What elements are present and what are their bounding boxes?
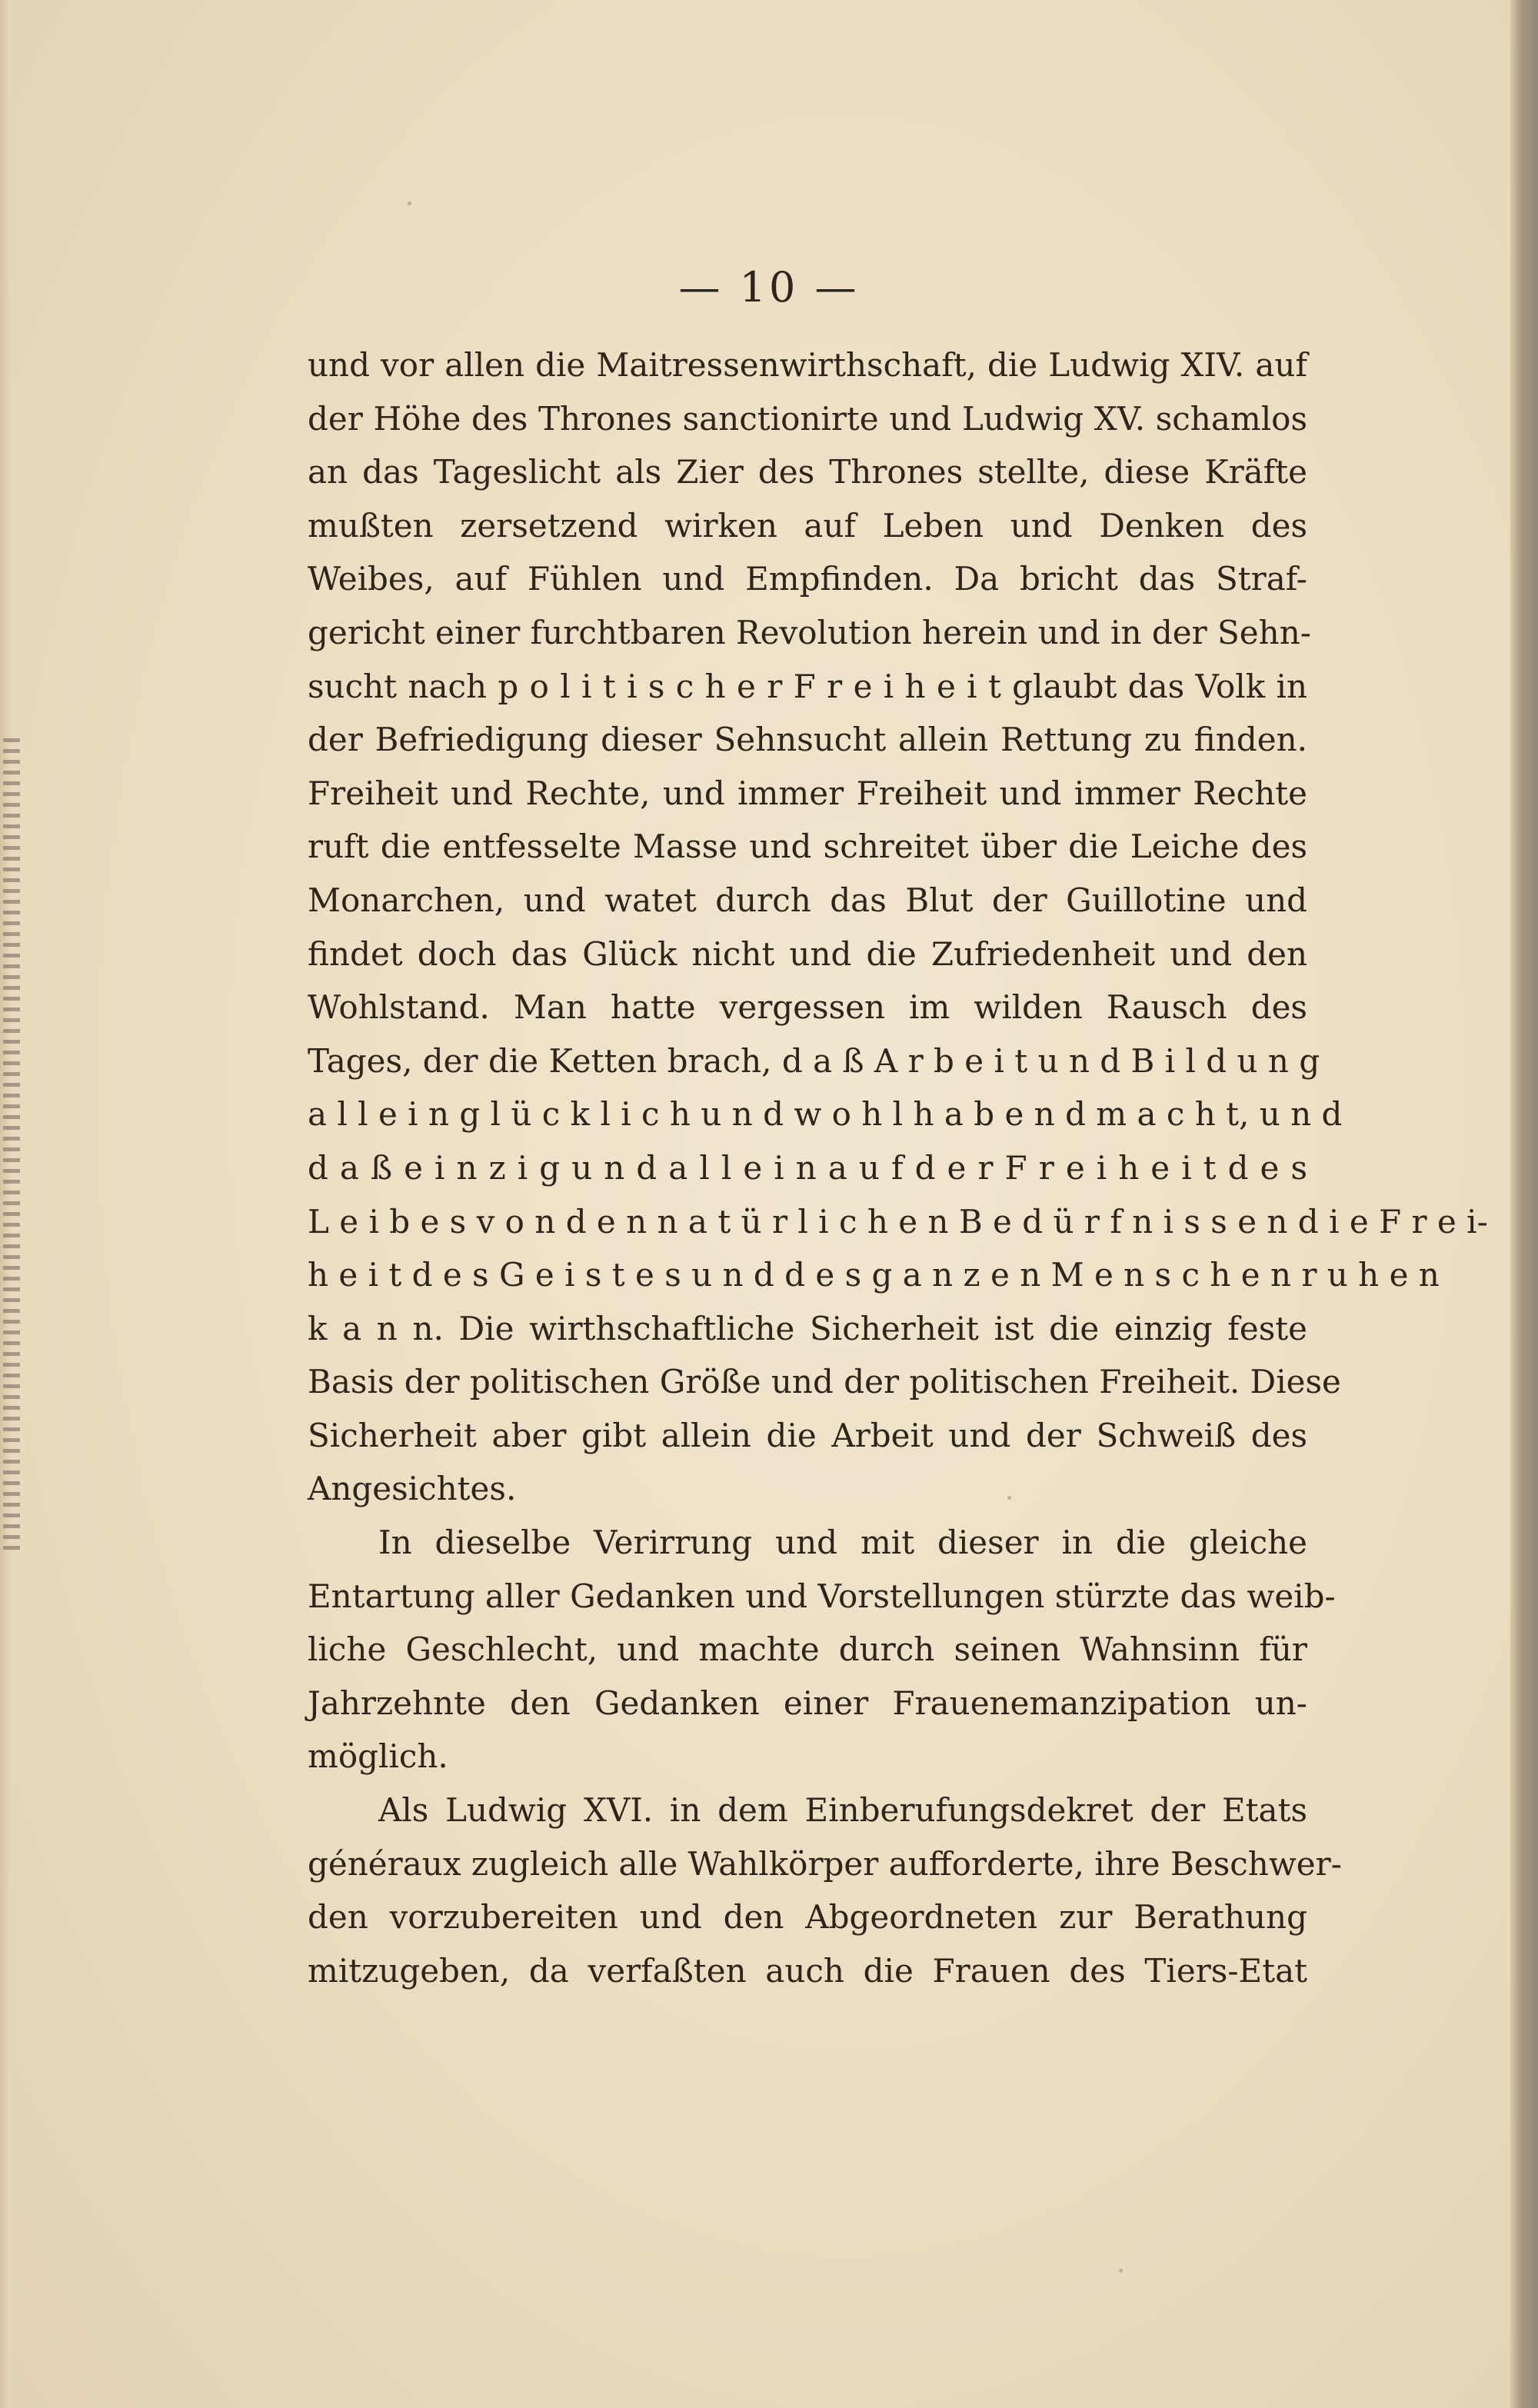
paper-speck [408,201,411,205]
text-line: an das Tageslicht als Zier des Thrones stellte, diese Kräfte [308,453,1307,491]
text-line: Freiheit und Rechte, und immer Freiheit und immer Rechte [308,774,1307,812]
text-line: L e i b e s v o n d e n n a t ü r l i c h e n B e d ü r f n i s s e n d i e F r e i- [308,1202,1488,1241]
text-line: Als Ludwig XVI. in dem Einberufungsdekret der Etats [378,1791,1307,1830]
text-line: h e i t d e s G e i s t e s u n d d e s g a n z e n M e n s c h e n r u h e n [308,1256,1440,1294]
text-line: der Höhe des Thrones sanctionirte und Ludwig XV. schamlos [308,399,1307,438]
text-line: ruft die entfesselte Masse und schreitet über die Leiche des [308,828,1307,866]
text-line: Monarchen, und watet durch das Blut der Guillotine und [308,881,1307,919]
text-line: und vor allen die Maitressenwirthschaft, die Ludwig XIV. auf [308,346,1307,384]
text-line: d a ß e i n z i g u n d a l l e i n a u f d e r F r e i h e i t d e s [308,1148,1307,1187]
text-line: généraux zugleich alle Wahlkörper aufforderte, ihre Beschwer- [308,1844,1342,1883]
text-line: Wohlstand. Man hatte vergessen im wilden Rausch des [308,988,1307,1027]
text-line: In dieselbe Verirrung und mit dieser in die gleiche [378,1524,1307,1562]
text-line: gericht einer furchtbaren Revolution herein und in der Sehn- [308,613,1311,651]
text-line: Jahrzehnte den Gedanken einer Frauenemanzipation un- [308,1684,1307,1722]
page-right-edge [1510,0,1538,2408]
text-line: sucht nach p o l i t i s c h e r F r e i h e i t glaubt das Volk in [308,667,1307,705]
text-line: mitzugeben, da verfaßten auch die Frauen des Tiers-Etat [308,1951,1307,1990]
text-line: Sicherheit aber gibt allein die Arbeit und der Schweiß des [308,1416,1307,1454]
text-line: Entartung aller Gedanken und Vorstellungen stürzte das weib- [308,1577,1336,1615]
page-number: — 10 — [678,263,860,311]
text-line: mußten zersetzend wirken auf Leben und Denken des [308,506,1307,545]
text-line: den vorzubereiten und den Abgeordneten zur Berathung [308,1898,1307,1937]
paper-speck [1119,2269,1123,2273]
text-line: der Befriedigung dieser Sehnsucht allein Rettung zu finden. [308,721,1307,759]
text-line: Basis der politischen Größe und der politischen Freiheit. Diese [308,1363,1341,1401]
text-line: k a n n. Die wirthschaftliche Sicherheit ist die einzig feste [308,1309,1307,1347]
text-line: möglich. [308,1737,448,1776]
text-line: findet doch das Glück nicht und die Zufriedenheit und den [308,934,1307,973]
text-line: Angesichtes. [308,1470,517,1508]
body-text [308,338,1488,1997]
text-line: Tages, der die Ketten brach, d a ß A r b e i t u n d B i l d u n g [308,1041,1320,1080]
text-line: Weibes, auf Fühlen und Empfinden. Da bricht das Straf- [308,560,1307,598]
text-line: a l l e i n g l ü c k l i c h u n d w o h l h a b e n d m a c h t, u n d [308,1095,1343,1134]
binding-stitches [3,738,20,1554]
text-line: liche Geschlecht, und machte durch seinen Wahnsinn für [308,1630,1307,1669]
